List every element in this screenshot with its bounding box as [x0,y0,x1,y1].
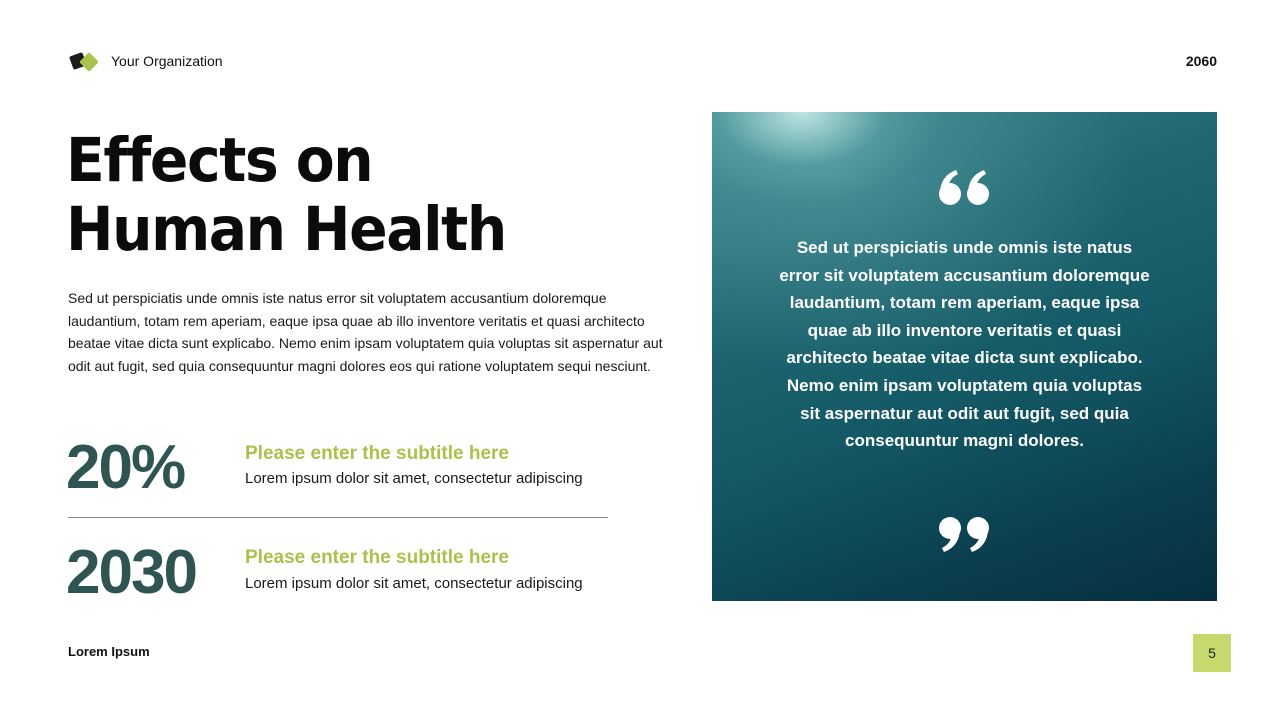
stat-subtitle-2: Please enter the subtitle here [245,547,509,568]
quote-panel [712,112,1217,601]
stat-description-2: Lorem ipsum dolor sit amet, consectetur adipiscing [245,575,583,592]
title-line-1: Effects on [66,125,373,196]
stat-number-2: 2030 [66,538,196,607]
stat-subtitle-1: Please enter the subtitle here [245,443,509,464]
organization-logo-icon [68,50,102,76]
body-paragraph: Sed ut perspiciatis unde omnis iste natus error sit voluptatem accusantium doloremque laudantium, totam rem aperiam, eaque ipsa quae ab illo inventore veritatis et quasi architecto beatae vitae dicta sunt explicabo. Nemo enim ipsam voluptatem quia voluptas sit aspernatur aut odit aut fugit, sed quia consequuntur magni dolores eos qui ratione voluptatem sequi nesciunt. [68,290,663,374]
footer-label: Lorem Ipsum [68,644,150,659]
title-line-2: Human Health [66,194,506,265]
page-number-badge: 5 [1193,634,1231,672]
open-quote-icon [936,168,992,210]
quote-text: Sed ut perspiciatis unde omnis iste natus error sit voluptatem accusantium doloremque laudantium, totam rem aperiam, eaque ipsa quae ab illo inventore veritatis et quasi architecto beatae vitae dicta sunt explicabo. Nemo enim ipsam voluptatem quia voluptas sit aspernatur aut odit aut fugit, sed quia consequuntur magni dolores. [779,238,1150,451]
slide-title [66,126,587,264]
stat-description-1: Lorem ipsum dolor sit amet, consectetur adipiscing [245,470,583,487]
stat-number-1: 20% [66,433,185,502]
organization-name: Your Organization [111,53,223,69]
stat-divider [68,517,608,518]
close-quote-icon [936,512,992,554]
year-label: 2060 [1185,53,1217,69]
